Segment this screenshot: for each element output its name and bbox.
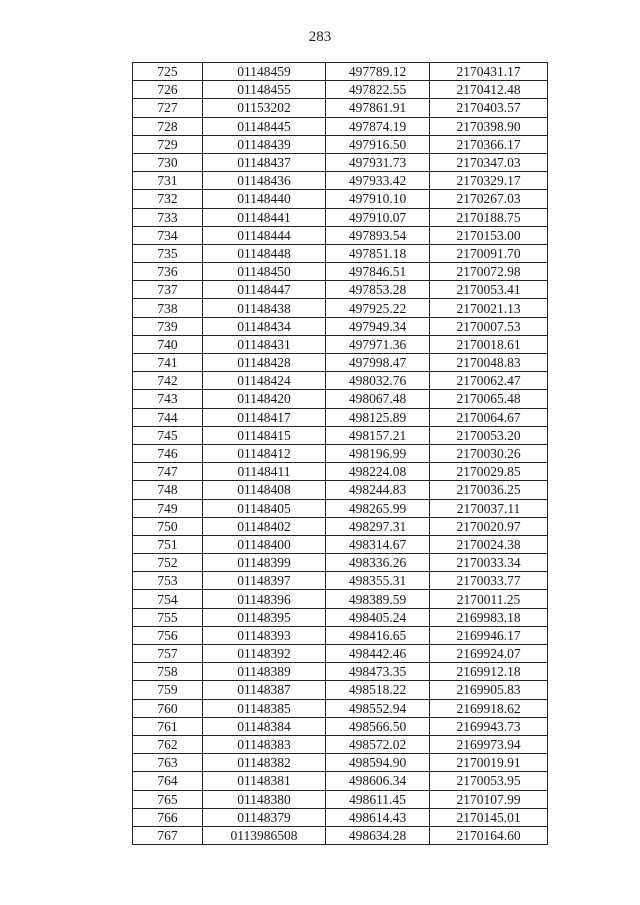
x-coordinate-cell: 497853.28 xyxy=(326,281,430,299)
table-row xyxy=(133,808,548,826)
y-coordinate-cell: 2170091.70 xyxy=(430,244,548,262)
x-coordinate-cell: 498157.21 xyxy=(326,426,430,444)
point-id-cell: 01148389 xyxy=(203,663,326,681)
point-number-cell: 758 xyxy=(133,663,203,681)
table-row xyxy=(133,754,548,772)
point-id-cell: 01148455 xyxy=(203,81,326,99)
point-id-cell: 01148382 xyxy=(203,754,326,772)
table-row xyxy=(133,554,548,572)
table-row xyxy=(133,663,548,681)
table-row xyxy=(133,772,548,790)
point-id-cell: 01148437 xyxy=(203,153,326,171)
point-number-cell: 746 xyxy=(133,444,203,462)
table-row xyxy=(133,535,548,553)
x-coordinate-cell: 498405.24 xyxy=(326,608,430,626)
table-body xyxy=(133,63,548,845)
point-number-cell: 732 xyxy=(133,190,203,208)
y-coordinate-cell: 2170145.01 xyxy=(430,808,548,826)
y-coordinate-cell: 2170329.17 xyxy=(430,172,548,190)
y-coordinate-cell: 2170036.25 xyxy=(430,481,548,499)
point-id-cell: 01148447 xyxy=(203,281,326,299)
x-coordinate-cell: 497893.54 xyxy=(326,226,430,244)
y-coordinate-cell: 2170065.48 xyxy=(430,390,548,408)
y-coordinate-cell: 2170053.95 xyxy=(430,772,548,790)
x-coordinate-cell: 498032.76 xyxy=(326,372,430,390)
point-number-cell: 745 xyxy=(133,426,203,444)
point-id-cell: 01148387 xyxy=(203,681,326,699)
point-id-cell: 01148444 xyxy=(203,226,326,244)
point-number-cell: 739 xyxy=(133,317,203,335)
y-coordinate-cell: 2170107.99 xyxy=(430,790,548,808)
x-coordinate-cell: 497998.47 xyxy=(326,354,430,372)
y-coordinate-cell: 2170062.47 xyxy=(430,372,548,390)
point-number-cell: 760 xyxy=(133,699,203,717)
y-coordinate-cell: 2170033.77 xyxy=(430,572,548,590)
y-coordinate-cell: 2169946.17 xyxy=(430,626,548,644)
table-row xyxy=(133,390,548,408)
table-row xyxy=(133,681,548,699)
x-coordinate-cell: 498634.28 xyxy=(326,826,430,844)
point-id-cell: 01148381 xyxy=(203,772,326,790)
x-coordinate-cell: 498614.43 xyxy=(326,808,430,826)
point-number-cell: 755 xyxy=(133,608,203,626)
point-id-cell: 01148411 xyxy=(203,463,326,481)
table-row xyxy=(133,281,548,299)
point-number-cell: 737 xyxy=(133,281,203,299)
x-coordinate-cell: 498566.50 xyxy=(326,717,430,735)
point-id-cell: 01148392 xyxy=(203,645,326,663)
point-number-cell: 753 xyxy=(133,572,203,590)
point-id-cell: 0113986508 xyxy=(203,826,326,844)
y-coordinate-cell: 2170267.03 xyxy=(430,190,548,208)
y-coordinate-cell: 2170064.67 xyxy=(430,408,548,426)
x-coordinate-cell: 498442.46 xyxy=(326,645,430,663)
y-coordinate-cell: 2170347.03 xyxy=(430,153,548,171)
table-row xyxy=(133,735,548,753)
point-id-cell: 01148396 xyxy=(203,590,326,608)
table-row xyxy=(133,590,548,608)
y-coordinate-cell: 2169943.73 xyxy=(430,717,548,735)
x-coordinate-cell: 497925.22 xyxy=(326,299,430,317)
x-coordinate-cell: 497916.50 xyxy=(326,135,430,153)
table-row xyxy=(133,481,548,499)
point-id-cell: 01148431 xyxy=(203,335,326,353)
x-coordinate-cell: 498611.45 xyxy=(326,790,430,808)
x-coordinate-cell: 498314.67 xyxy=(326,535,430,553)
y-coordinate-cell: 2170072.98 xyxy=(430,263,548,281)
y-coordinate-cell: 2170188.75 xyxy=(430,208,548,226)
point-number-cell: 761 xyxy=(133,717,203,735)
y-coordinate-cell: 2170037.11 xyxy=(430,499,548,517)
point-id-cell: 01148428 xyxy=(203,354,326,372)
point-id-cell: 01148441 xyxy=(203,208,326,226)
table-row xyxy=(133,299,548,317)
point-number-cell: 730 xyxy=(133,153,203,171)
table-row xyxy=(133,826,548,844)
point-id-cell: 01148402 xyxy=(203,517,326,535)
point-id-cell: 01148399 xyxy=(203,554,326,572)
point-number-cell: 741 xyxy=(133,354,203,372)
point-number-cell: 725 xyxy=(133,63,203,81)
y-coordinate-cell: 2170007.53 xyxy=(430,317,548,335)
point-id-cell: 01148439 xyxy=(203,135,326,153)
y-coordinate-cell: 2169905.83 xyxy=(430,681,548,699)
point-number-cell: 751 xyxy=(133,535,203,553)
table-row xyxy=(133,790,548,808)
point-number-cell: 736 xyxy=(133,263,203,281)
x-coordinate-cell: 498297.31 xyxy=(326,517,430,535)
point-number-cell: 756 xyxy=(133,626,203,644)
y-coordinate-cell: 2170153.00 xyxy=(430,226,548,244)
y-coordinate-cell: 2169983.18 xyxy=(430,608,548,626)
x-coordinate-cell: 498355.31 xyxy=(326,572,430,590)
table-row xyxy=(133,572,548,590)
point-id-cell: 01148385 xyxy=(203,699,326,717)
point-number-cell: 728 xyxy=(133,117,203,135)
point-id-cell: 01148448 xyxy=(203,244,326,262)
y-coordinate-cell: 2169973.94 xyxy=(430,735,548,753)
table-row xyxy=(133,244,548,262)
point-id-cell: 01148383 xyxy=(203,735,326,753)
point-number-cell: 734 xyxy=(133,226,203,244)
point-id-cell: 01148415 xyxy=(203,426,326,444)
x-coordinate-cell: 497861.91 xyxy=(326,99,430,117)
point-id-cell: 01148450 xyxy=(203,263,326,281)
y-coordinate-cell: 2170048.83 xyxy=(430,354,548,372)
point-number-cell: 744 xyxy=(133,408,203,426)
y-coordinate-cell: 2170030.26 xyxy=(430,444,548,462)
y-coordinate-cell: 2170019.91 xyxy=(430,754,548,772)
point-number-cell: 757 xyxy=(133,645,203,663)
coordinates-table xyxy=(132,62,548,845)
x-coordinate-cell: 497789.12 xyxy=(326,63,430,81)
point-number-cell: 765 xyxy=(133,790,203,808)
point-id-cell: 01148445 xyxy=(203,117,326,135)
point-number-cell: 767 xyxy=(133,826,203,844)
y-coordinate-cell: 2169912.18 xyxy=(430,663,548,681)
y-coordinate-cell: 2170366.17 xyxy=(430,135,548,153)
table-row xyxy=(133,444,548,462)
table-row xyxy=(133,117,548,135)
y-coordinate-cell: 2170033.34 xyxy=(430,554,548,572)
x-coordinate-cell: 498572.02 xyxy=(326,735,430,753)
point-number-cell: 754 xyxy=(133,590,203,608)
x-coordinate-cell: 497931.73 xyxy=(326,153,430,171)
y-coordinate-cell: 2170412.48 xyxy=(430,81,548,99)
table-row xyxy=(133,517,548,535)
y-coordinate-cell: 2170024.38 xyxy=(430,535,548,553)
y-coordinate-cell: 2170021.13 xyxy=(430,299,548,317)
x-coordinate-cell: 498125.89 xyxy=(326,408,430,426)
point-number-cell: 731 xyxy=(133,172,203,190)
point-number-cell: 766 xyxy=(133,808,203,826)
point-number-cell: 752 xyxy=(133,554,203,572)
page-number: 283 xyxy=(308,29,332,45)
point-id-cell: 01148417 xyxy=(203,408,326,426)
y-coordinate-cell: 2170053.41 xyxy=(430,281,548,299)
point-id-cell: 01148379 xyxy=(203,808,326,826)
x-coordinate-cell: 497910.07 xyxy=(326,208,430,226)
y-coordinate-cell: 2170053.20 xyxy=(430,426,548,444)
table-row xyxy=(133,99,548,117)
point-id-cell: 01148412 xyxy=(203,444,326,462)
point-number-cell: 759 xyxy=(133,681,203,699)
table-row xyxy=(133,153,548,171)
x-coordinate-cell: 498518.22 xyxy=(326,681,430,699)
table-row xyxy=(133,81,548,99)
x-coordinate-cell: 498473.35 xyxy=(326,663,430,681)
y-coordinate-cell: 2169924.07 xyxy=(430,645,548,663)
point-number-cell: 750 xyxy=(133,517,203,535)
point-id-cell: 01148434 xyxy=(203,317,326,335)
point-number-cell: 735 xyxy=(133,244,203,262)
point-number-cell: 738 xyxy=(133,299,203,317)
point-number-cell: 762 xyxy=(133,735,203,753)
y-coordinate-cell: 2170164.60 xyxy=(430,826,548,844)
x-coordinate-cell: 498224.08 xyxy=(326,463,430,481)
x-coordinate-cell: 498416.65 xyxy=(326,626,430,644)
table-row xyxy=(133,463,548,481)
x-coordinate-cell: 497822.55 xyxy=(326,81,430,99)
y-coordinate-cell: 2170403.57 xyxy=(430,99,548,117)
x-coordinate-cell: 497910.10 xyxy=(326,190,430,208)
point-number-cell: 729 xyxy=(133,135,203,153)
x-coordinate-cell: 498067.48 xyxy=(326,390,430,408)
x-coordinate-cell: 497933.42 xyxy=(326,172,430,190)
x-coordinate-cell: 498336.26 xyxy=(326,554,430,572)
point-id-cell: 01148438 xyxy=(203,299,326,317)
x-coordinate-cell: 498594.90 xyxy=(326,754,430,772)
table-row xyxy=(133,226,548,244)
x-coordinate-cell: 498389.59 xyxy=(326,590,430,608)
point-id-cell: 01153202 xyxy=(203,99,326,117)
table-row xyxy=(133,190,548,208)
table-row xyxy=(133,699,548,717)
point-id-cell: 01148420 xyxy=(203,390,326,408)
point-number-cell: 733 xyxy=(133,208,203,226)
y-coordinate-cell: 2170011.25 xyxy=(430,590,548,608)
table-row xyxy=(133,317,548,335)
y-coordinate-cell: 2169918.62 xyxy=(430,699,548,717)
point-number-cell: 742 xyxy=(133,372,203,390)
table-row xyxy=(133,645,548,663)
point-id-cell: 01148395 xyxy=(203,608,326,626)
x-coordinate-cell: 498244.83 xyxy=(326,481,430,499)
point-number-cell: 726 xyxy=(133,81,203,99)
x-coordinate-cell: 498606.34 xyxy=(326,772,430,790)
y-coordinate-cell: 2170398.90 xyxy=(430,117,548,135)
table-row xyxy=(133,426,548,444)
x-coordinate-cell: 497846.51 xyxy=(326,263,430,281)
point-id-cell: 01148384 xyxy=(203,717,326,735)
point-number-cell: 727 xyxy=(133,99,203,117)
point-number-cell: 747 xyxy=(133,463,203,481)
point-id-cell: 01148408 xyxy=(203,481,326,499)
point-number-cell: 748 xyxy=(133,481,203,499)
x-coordinate-cell: 497971.36 xyxy=(326,335,430,353)
point-id-cell: 01148400 xyxy=(203,535,326,553)
x-coordinate-cell: 497874.19 xyxy=(326,117,430,135)
table-row xyxy=(133,354,548,372)
table-row xyxy=(133,172,548,190)
y-coordinate-cell: 2170020.97 xyxy=(430,517,548,535)
y-coordinate-cell: 2170018.61 xyxy=(430,335,548,353)
point-id-cell: 01148393 xyxy=(203,626,326,644)
y-coordinate-cell: 2170029.85 xyxy=(430,463,548,481)
table-row xyxy=(133,63,548,81)
x-coordinate-cell: 498265.99 xyxy=(326,499,430,517)
x-coordinate-cell: 498196.99 xyxy=(326,444,430,462)
y-coordinate-cell: 2170431.17 xyxy=(430,63,548,81)
table-row xyxy=(133,208,548,226)
table-row xyxy=(133,608,548,626)
point-number-cell: 763 xyxy=(133,754,203,772)
table-row xyxy=(133,499,548,517)
table-row xyxy=(133,372,548,390)
point-id-cell: 01148424 xyxy=(203,372,326,390)
table-row xyxy=(133,335,548,353)
point-id-cell: 01148380 xyxy=(203,790,326,808)
point-id-cell: 01148405 xyxy=(203,499,326,517)
x-coordinate-cell: 497949.34 xyxy=(326,317,430,335)
point-id-cell: 01148440 xyxy=(203,190,326,208)
x-coordinate-cell: 498552.94 xyxy=(326,699,430,717)
point-id-cell: 01148436 xyxy=(203,172,326,190)
table-row xyxy=(133,263,548,281)
table-row xyxy=(133,717,548,735)
point-id-cell: 01148397 xyxy=(203,572,326,590)
point-number-cell: 764 xyxy=(133,772,203,790)
point-number-cell: 749 xyxy=(133,499,203,517)
point-number-cell: 740 xyxy=(133,335,203,353)
point-number-cell: 743 xyxy=(133,390,203,408)
table-row xyxy=(133,626,548,644)
point-id-cell: 01148459 xyxy=(203,63,326,81)
table-row xyxy=(133,135,548,153)
table-row xyxy=(133,408,548,426)
x-coordinate-cell: 497851.18 xyxy=(326,244,430,262)
